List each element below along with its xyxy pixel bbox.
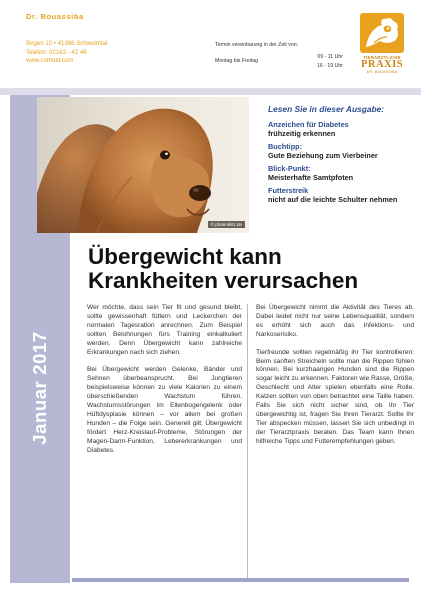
contents-title: Lesen Sie in dieser Ausgabe: [268,104,385,114]
top-band [0,88,421,95]
logo-line-1: TIERÄRZTLICHE [363,55,401,60]
logo-line-2: PRAXIS [360,59,404,70]
contents-item[interactable] [268,187,410,204]
photo-credit: © pfotenblitz.de [208,221,245,228]
cat-dog-logo-icon [360,13,404,53]
dog-photo [37,97,249,233]
hours-morning: 09 - 11 Uhr [317,54,343,60]
issue-date [10,326,70,450]
bottom-rule [72,578,409,582]
contents-item-description: Meisterhafte Samtpfoten [268,172,354,182]
article-paragraph: Wer möchte, dass sein Tier fit und gesund bleibt, sollte gewissenhaft füttern und Leckerchen der normalen Tagesration anrechnen. Zum Beispiel sollten Belohnungen fürs Training einkalkuliert werden. Denn Übergewicht kann zahlreiche Erkrankungen nach sich ziehen. [87,304,242,356]
contents-item-description: frühzeitig erkennen [268,128,336,138]
column-divider [247,304,248,582]
contents-item-description: Gute Beziehung zum Vierbeiner [268,150,378,160]
contents-item-description: nicht auf die leichte Schulter nehmen [268,194,398,204]
contents-item-category: Anzeichen für Diabetes [268,120,349,129]
headline-line-1: Übergewicht kann [88,244,282,269]
contents-item[interactable] [268,165,410,182]
hours-days: Montag bis Freitag [215,58,258,64]
practice-website[interactable]: www.cothold.com [26,57,74,64]
logo-line-3: DR. BOUASSIBA [366,70,398,74]
practice-name: Dr. Bouassiba [26,12,84,21]
article-paragraph: Bei Übergewicht werden Gelenke, Bänder und Sehnen überbeansprucht. Bei Jungtieren beispielsweise können zu viele Kalorien zu einem überschießenden Wachstum führen. Wachstumsstörungen im Ellenbogengelenk oder Hüftdysplasie können – vor allem bei großen Hunden – die Folge sein. Generell gilt: Übergewicht fördert Herz-Kreislauf-Probleme, Störungen der Magen-Darm-Funktion, Lebererkrankungen und Diabetes. [87,366,242,454]
practice-phone: Telefon: 02163 - 42 46 [26,48,87,56]
article-column-right [256,304,414,456]
practice-address-block [26,12,186,66]
practice-logo [358,13,406,74]
article-paragraph: Bei Übergewicht nimmt die Aktivität des Tieres ab. Dabei leidet nicht nur seine Lebensqualität, sondern es erhöht sich auch das Infektions- und Narkoserisiko. [256,304,414,338]
headline-line-2: Krankheiten verursachen [88,268,359,293]
contents-item-category: Buchtipp: [268,142,303,151]
article-column-left [87,304,242,465]
practice-address: Birgen 10 • 41366 Schwalmtal [26,40,108,47]
issue-date-text: Januar 2017 [29,331,50,445]
issue-contents [268,104,410,209]
contents-item-category: Futterstreik [268,186,309,195]
opening-hours [215,42,343,71]
hours-label: Termin vereinbarung in der Zeit von: [215,42,299,48]
contents-item[interactable] [268,143,410,160]
article-paragraph: Tierfreunde sollten regelmäßig ihr Tier kontrollieren: Beim sanften Streicheln sollte man die Rippen fühlen können. Bei kurzhaarigen Hunden sind die Rippen sogar leicht zu erkennen. Faktoren wie Rasse, Größe, Geschlecht und Alter spielen ebenfalls eine Rolle. Katzen sollten von oben betrachtet eine Taille haben. Falls Sie sich nicht sicher sind, ob Ihr Tier übergewichtig ist, fragen Sie Ihren Tierarzt. Sollte Ihr Tier abspecken müssen, lassen Sie sich unbedingt in der Tierarztpraxis beraten. Das Team kann Ihnen hilfreiche Tipps und Futterempfehlungen geben. [256,348,414,445]
article-headline [88,245,413,293]
contents-item-category: Blick-Punkt: [268,164,311,173]
contents-item[interactable] [268,121,410,138]
hours-afternoon: 16 - 19 Uhr [317,62,343,69]
